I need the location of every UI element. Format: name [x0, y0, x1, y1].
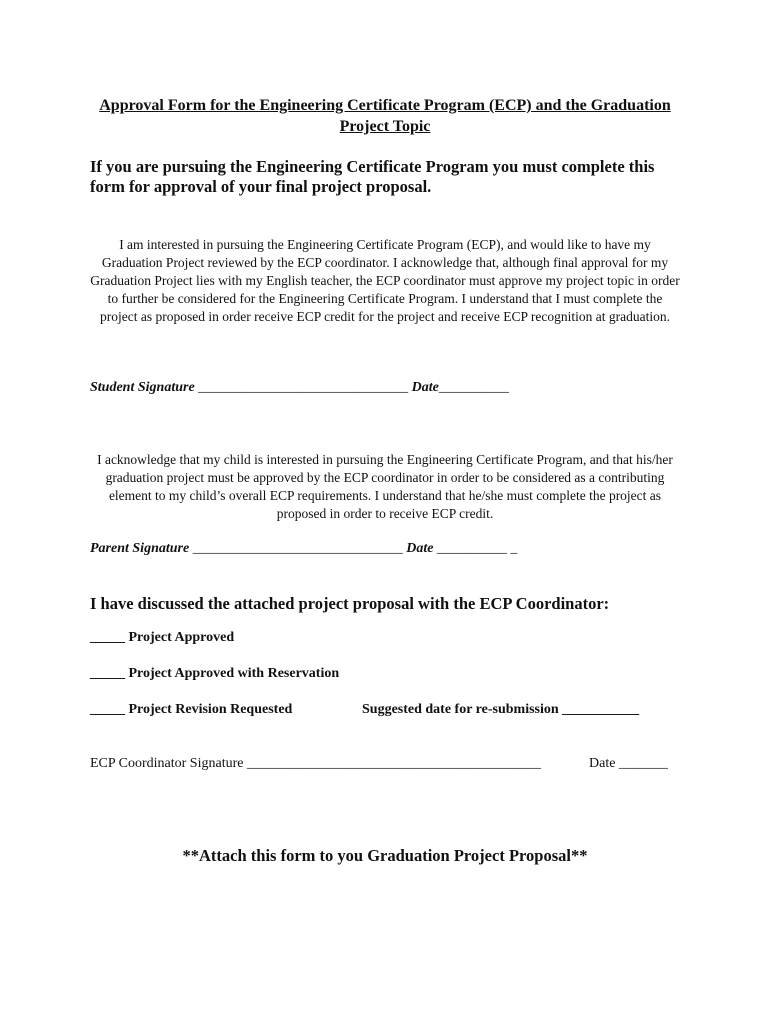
option-project-approved[interactable]: _____ Project Approved [90, 630, 235, 645]
student-acknowledgement-paragraph: I am interested in pursuing the Engineering Certificate Program (ECP), and would like to have my Graduation Project reviewed by the ECP coordinator. I acknowledge that, although final approval for my Graduation Project lies with my English teacher, the ECP coordinator must approve my project topic in order to further be considered for the Engineering Certificate Program. I understand that I must complete the project as proposed in order receive ECP credit for the project and receive ECP recognition at graduation. [90, 237, 680, 324]
student-signature-line[interactable] [90, 379, 509, 397]
parent-date-field[interactable]: __________ _ [433, 541, 518, 556]
parent-signature-line[interactable] [90, 540, 517, 558]
intro-text: If you are pursuing the Engineering Certificate Program you must complete this form for approval of your final project proposal. [90, 157, 655, 196]
student-signature-field[interactable]: ______________________________ [194, 380, 412, 395]
option-project-approved-with-reservation[interactable]: _____ Project Approved with Reservation [90, 666, 340, 681]
resubmission-date-field[interactable]: Suggested date for re-submission ___________ [362, 702, 640, 717]
parent-signature-field[interactable]: ______________________________ [189, 541, 407, 556]
parent-date-label: Date [406, 541, 434, 556]
coordinator-signature-field[interactable]: ECP Coordinator Signature __________________________________________ [90, 756, 541, 771]
parent-acknowledgement-paragraph: I acknowledge that my child is interested in pursuing the Engineering Certificate Program, and that his/her graduation project must be approved by the ECP coordinator in order to be considered as a contributing element to my child’s overall ECP requirements. I understand that he/she must complete the project as proposed in order to receive ECP credit. [97, 452, 673, 521]
coordinator-discussion-heading: I have discussed the attached project proposal with the ECP Coordinator: [90, 594, 610, 613]
attach-note: **Attach this form to you Graduation Project Proposal** [182, 846, 588, 865]
parent-signature-label: Parent Signature [90, 541, 190, 556]
coordinator-date-field[interactable]: Date _______ [589, 756, 668, 771]
student-date-field[interactable]: __________ [438, 380, 509, 395]
form-title: Approval Form for the Engineering Certificate Program (ECP) and the Graduation Project Topic [99, 97, 671, 135]
student-date-label: Date [411, 380, 439, 395]
option-project-revision-requested[interactable]: _____ Project Revision Requested [90, 702, 293, 717]
student-signature-label: Student Signature [90, 380, 195, 395]
